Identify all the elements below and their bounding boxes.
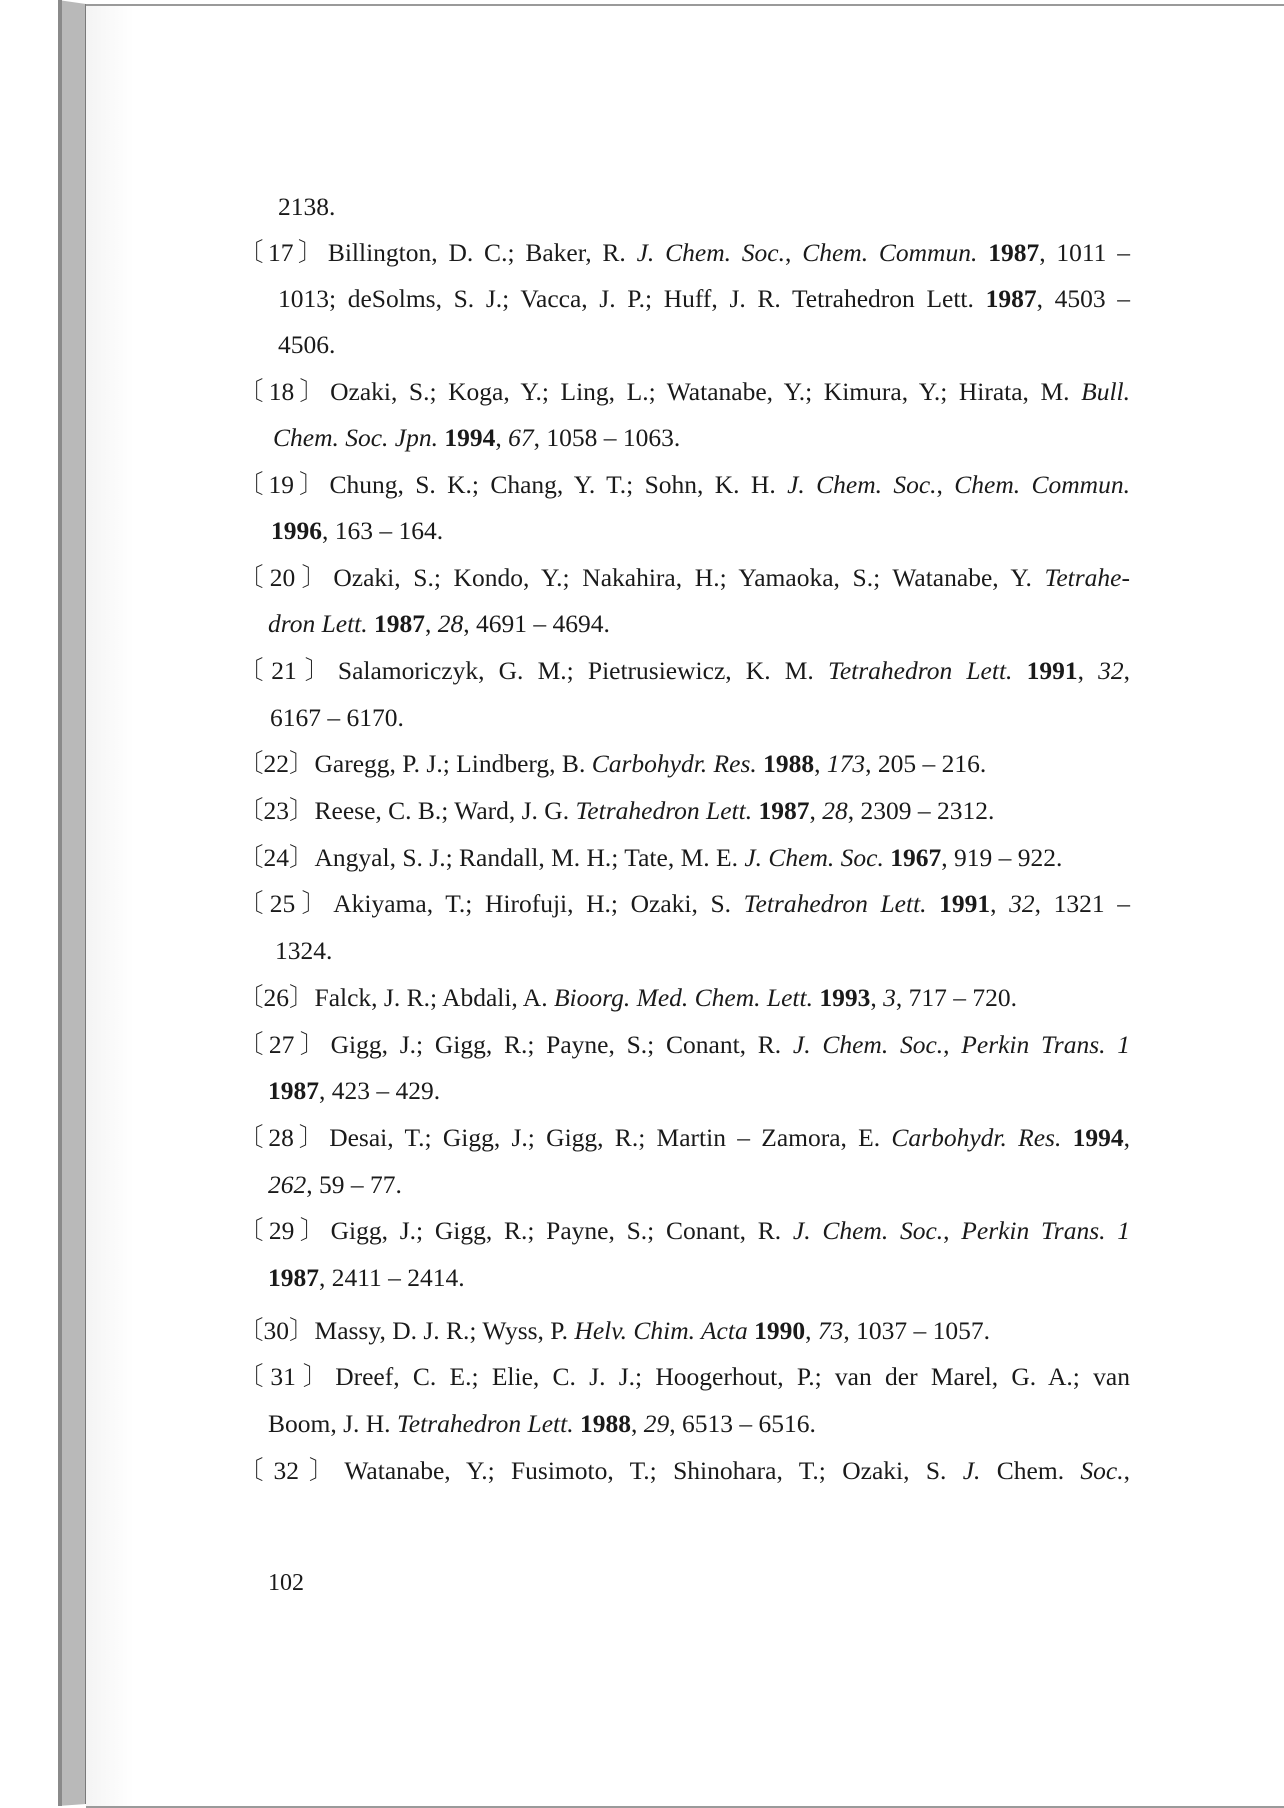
ref-text: 1013; deSolms, S. J.; Vacca, J. P.; Huff, J. R. Tetrahedron Lett. xyxy=(278,284,986,313)
reference-30 xyxy=(238,1316,990,1346)
ref-text: Falck, J. R.; Abdali, A. xyxy=(314,983,554,1012)
ref-number: 〔20〕 xyxy=(238,563,334,592)
reference-17-line-2 xyxy=(278,284,1130,314)
year: 1996 xyxy=(271,516,322,545)
reference-20 xyxy=(238,563,1130,593)
ref-text: Gigg, J.; Gigg, R.; Payne, S.; Conant, R. xyxy=(330,1030,793,1059)
ref-text: , xyxy=(495,423,509,452)
journal: Carbohydr. Res. xyxy=(591,749,757,778)
journal: J. Chem. Soc. xyxy=(792,1216,944,1245)
journal: Tetrahedron Lett. xyxy=(396,1409,574,1438)
ref-number: 〔32〕 xyxy=(238,1456,345,1485)
ref-text: Garegg, P. J.; Lindberg, B. xyxy=(314,749,592,778)
ref-number: 〔19〕 xyxy=(238,470,330,499)
ref-text: , xyxy=(814,749,827,778)
year: 1987 xyxy=(985,284,1037,313)
journal: Soc. xyxy=(1080,1456,1124,1485)
ref-text: Gigg, J.; Gigg, R.; Payne, S.; Conant, R. xyxy=(330,1216,793,1245)
ref-number: 〔31〕 xyxy=(238,1362,336,1391)
reference-21 xyxy=(238,656,1130,686)
reference-31 xyxy=(238,1362,1130,1392)
ref-text: , 59 – 77. xyxy=(306,1170,402,1199)
ref-text: , 163 – 164. xyxy=(322,516,444,545)
reference-20-line-2 xyxy=(268,609,610,639)
reference-29 xyxy=(238,1216,1130,1246)
ref-number: 〔27〕 xyxy=(238,1030,331,1059)
ref-number: 〔29〕 xyxy=(238,1216,331,1245)
reference-21-line-2: 6167 – 6170. xyxy=(270,703,404,732)
volume: 28 xyxy=(822,796,848,825)
ref-number: 〔17〕 xyxy=(238,238,328,267)
ref-text: Chem. xyxy=(980,1456,1081,1485)
ref-text: , xyxy=(1123,1123,1130,1152)
ref-text: , 1058 – 1063. xyxy=(533,423,681,452)
ref-text: , 2411 – 2414. xyxy=(319,1263,465,1292)
ref-text: , 4503 – xyxy=(1036,284,1130,313)
year: 1987 xyxy=(268,1076,319,1105)
ref-text: , 1011 – xyxy=(1039,238,1130,267)
ref-text: , xyxy=(1077,656,1099,685)
ref-text: , xyxy=(870,983,884,1012)
year: 1994 xyxy=(1072,1123,1124,1152)
journal: J. Chem. Soc. xyxy=(744,843,884,872)
ref-text: , xyxy=(990,889,1010,918)
ref-text: Ozaki, S.; Kondo, Y.; Nakahira, H.; Yamaoka, S.; Watanabe, Y. xyxy=(333,563,1045,592)
reference-22 xyxy=(238,749,986,779)
volume: 28 xyxy=(437,609,464,638)
reference-28-line-2 xyxy=(268,1170,402,1200)
ref-text: , 717 – 720. xyxy=(895,983,1017,1012)
reference-25-line-2: 1324. xyxy=(275,936,333,965)
volume: 173 xyxy=(826,749,866,778)
reference-18-line-2 xyxy=(273,423,680,453)
ref-text: Watanabe, Y.; Fusimoto, T.; Shinohara, T.; Ozaki, S. xyxy=(344,1456,963,1485)
ref-text: , xyxy=(809,796,823,825)
volume: 29 xyxy=(643,1409,670,1438)
ref-text: Ozaki, S.; Koga, Y.; Ling, L.; Watanabe, Y.; Kimura, Y.; Hirata, M. xyxy=(330,377,1082,406)
reference-28 xyxy=(238,1123,1130,1153)
ref-text: , 4691 – 4694. xyxy=(463,609,610,638)
ref-text: , xyxy=(425,609,438,638)
journal: Perkin Trans. 1 xyxy=(961,1216,1131,1245)
year: 1990 xyxy=(754,1316,806,1345)
ref-text: , xyxy=(943,1216,962,1245)
ref-number: 〔18〕 xyxy=(238,377,331,406)
ref-text xyxy=(1061,1123,1072,1152)
ref-text: , xyxy=(805,1316,818,1345)
ref-text: , xyxy=(785,238,803,267)
ref-text: , xyxy=(630,1409,644,1438)
ref-text: , 1037 – 1057. xyxy=(843,1316,990,1345)
year: 1987 xyxy=(758,796,810,825)
ref-text: , 423 – 429. xyxy=(319,1076,441,1105)
journal: dron Lett. xyxy=(268,609,368,638)
volume: 67 xyxy=(508,423,534,452)
reference-19 xyxy=(238,470,1130,500)
ref-text xyxy=(927,889,940,918)
year: 1987 xyxy=(374,609,426,638)
continued-fragment: 2138. xyxy=(278,192,336,221)
page-number: 102 xyxy=(268,1570,304,1596)
journal: Bull. xyxy=(1081,377,1130,406)
ref-number: 〔28〕 xyxy=(238,1123,330,1152)
reference-32 xyxy=(238,1456,1130,1486)
ref-text: Boom, J. H. xyxy=(268,1409,397,1438)
volume: 73 xyxy=(817,1316,844,1345)
ref-text: Akiyama, T.; Hirofuji, H.; Ozaki, S. xyxy=(333,889,744,918)
reference-17-line-3: 4506. xyxy=(278,330,336,359)
ref-number: 〔21〕 xyxy=(238,656,338,685)
ref-text: Reese, C. B.; Ward, J. G. xyxy=(314,796,576,825)
journal: J. Chem. Soc. xyxy=(787,470,937,499)
ref-text: , xyxy=(936,470,955,499)
journal: Helv. Chim. Acta xyxy=(574,1316,748,1345)
reference-27-line-2 xyxy=(268,1076,440,1106)
reference-18 xyxy=(238,377,1130,407)
journal: Tetrahedron Lett. xyxy=(827,656,1013,685)
reference-25 xyxy=(238,889,1130,919)
year: 1988 xyxy=(763,749,815,778)
reference-19-line-2 xyxy=(271,516,443,546)
year: 1994 xyxy=(444,423,496,452)
journal: Carbohydr. Res. xyxy=(891,1123,1062,1152)
ref-number: 〔23〕 xyxy=(238,796,315,825)
ref-text: , xyxy=(943,1030,962,1059)
ref-number: 〔25〕 xyxy=(238,889,334,918)
ref-text: Desai, T.; Gigg, J.; Gigg, R.; Martin – Zamora, E. xyxy=(329,1123,892,1152)
ref-text: Massy, D. J. R.; Wyss, P. xyxy=(314,1316,575,1345)
journal: J. Chem. Soc. xyxy=(792,1030,944,1059)
ref-text: , xyxy=(1123,656,1131,685)
journal: Bioorg. Med. Chem. Lett. xyxy=(553,983,813,1012)
reference-17 xyxy=(238,238,1130,268)
year: 1987 xyxy=(988,238,1040,267)
year: 1991 xyxy=(1026,656,1078,685)
ref-text: , 6513 – 6516. xyxy=(669,1409,816,1438)
reference-24 xyxy=(238,843,1062,873)
journal: Perkin Trans. 1 xyxy=(961,1030,1131,1059)
ref-text: , 2309 – 2312. xyxy=(847,796,995,825)
ref-text: Billington, D. C.; Baker, R. xyxy=(327,238,637,267)
reference-31-line-2 xyxy=(268,1409,816,1439)
ref-text xyxy=(1012,656,1026,685)
year: 1993 xyxy=(819,983,871,1012)
volume: 32 xyxy=(1098,656,1124,685)
journal: J. Chem. Soc. xyxy=(636,238,785,267)
year: 1991 xyxy=(939,889,991,918)
journal: Tetrahe- xyxy=(1044,563,1130,592)
ref-text: Angyal, S. J.; Randall, M. H.; Tate, M. E. xyxy=(314,843,745,872)
journal: Tetrahedron Lett. xyxy=(575,796,753,825)
journal: Chem. Commun. xyxy=(954,470,1130,499)
reference-23 xyxy=(238,796,994,826)
reference-29-line-2 xyxy=(268,1263,465,1293)
year: 1987 xyxy=(268,1263,319,1292)
reference-26 xyxy=(238,983,1017,1013)
ref-text: , xyxy=(1123,1456,1130,1485)
reference-27 xyxy=(238,1030,1130,1060)
year: 1988 xyxy=(579,1409,631,1438)
ref-number: 〔26〕 xyxy=(238,983,315,1012)
ref-text: , 919 – 922. xyxy=(941,843,1063,872)
volume: 32 xyxy=(1009,889,1035,918)
year: 1967 xyxy=(890,843,942,872)
ref-number: 〔30〕 xyxy=(238,1316,315,1345)
ref-text xyxy=(977,238,988,267)
volume: 3 xyxy=(883,983,896,1012)
ref-text: , 205 – 216. xyxy=(865,749,987,778)
ref-text: Salamoriczyk, G. M.; Pietrusiewicz, K. M. xyxy=(337,656,828,685)
ref-text: Chung, S. K.; Chang, Y. T.; Sohn, K. H. xyxy=(329,470,788,499)
ref-text: Dreef, C. E.; Elie, C. J. J.; Hoogerhout, P.; van der Marel, G. A.; van xyxy=(335,1362,1130,1391)
journal: J. xyxy=(962,1456,981,1485)
ref-number: 〔22〕 xyxy=(238,749,315,778)
ref-text: , 1321 – xyxy=(1034,889,1131,918)
journal: Chem. Soc. Jpn. xyxy=(273,423,439,452)
volume: 262 xyxy=(268,1170,307,1199)
journal: Chem. Commun. xyxy=(802,238,978,267)
ref-number: 〔24〕 xyxy=(238,843,315,872)
journal: Tetrahedron Lett. xyxy=(743,889,927,918)
